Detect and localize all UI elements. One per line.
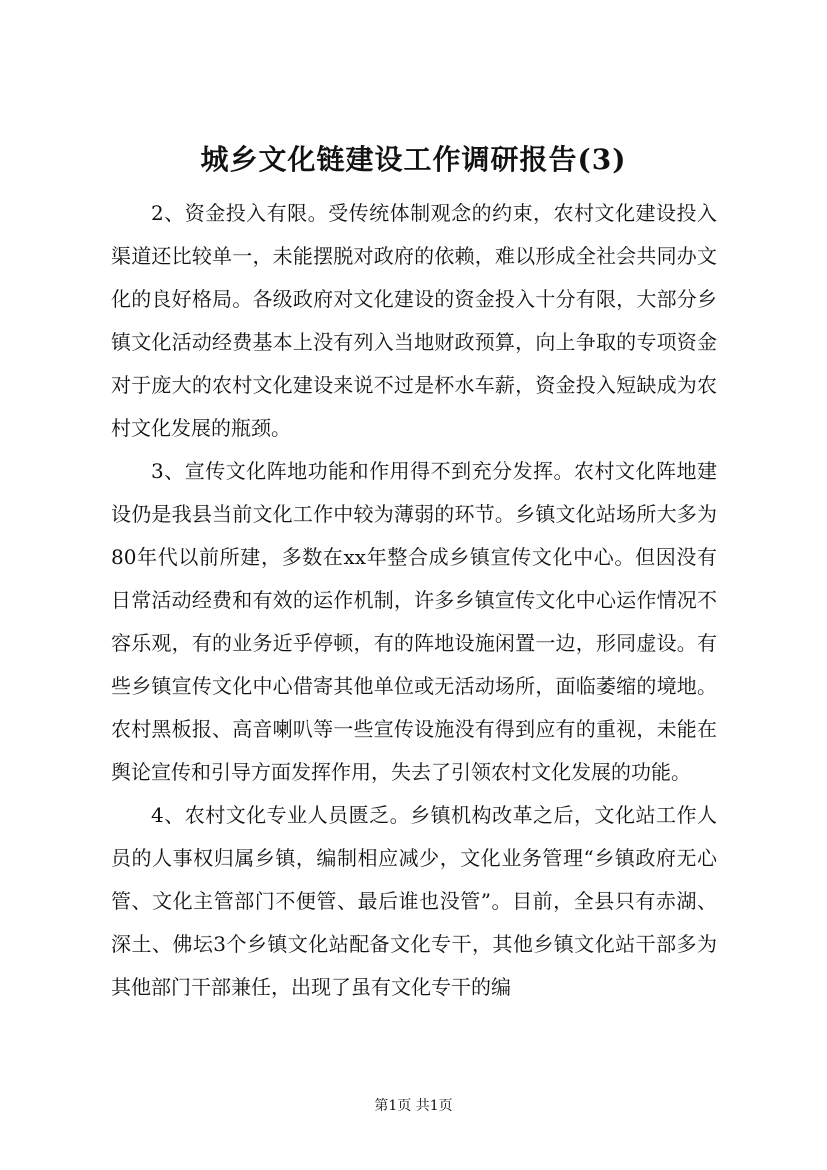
paragraph-cultural-venues: 3、宣传文化阵地功能和作用得不到充分发挥。农村文化阵地建设仍是我县当前文化工作中较为薄弱的环节。乡镇文化站场所大多为80年代以前所建，多数在xx年整合成乡镇宣传文化中心。但因没有日常活动经费和有效的运作机制，许多乡镇宣传文化中心运作情况不容乐观，有的业务近乎停顿，有的阵地设施闲置一边，形同虚设。有些乡镇宣传文化中心借寄其他单位或无活动场所，面临萎缩的境地。农村黑板报、高音喇叭等一些宣传设施没有得到应有的重视，未能在舆论宣传和引导方面发挥作用，失去了引领农村文化发展的功能。 <box>111 459 717 784</box>
paragraph-personnel: 4、农村文化专业人员匮乏。乡镇机构改革之后，文化站工作人员的人事权归属乡镇，编制相应减少，文化业务管理“乡镇政府无心管、文化主管部门不便管、最后谁也没管”。目前，全县只有赤湖、深土、佛坛3个乡镇文化站配备文化专干，其他乡镇文化站干部多为其他部门干部兼任，出现了虽有文化专干的编 <box>111 803 717 999</box>
page-footer: 第1页 共1页 <box>374 1098 453 1114</box>
paragraph-funding: 2、资金投入有限。受传统体制观念的约束，农村文化建设投入渠道还比较单一，未能摆脱对政府的依赖，难以形成全社会共同办文化的良好格局。各级政府对文化建设的资金投入十分有限，大部分乡镇文化活动经费基本上没有列入当地财政预算，向上争取的专项资金对于庞大的农村文化建设来说不过是杯水车薪，资金投入短缺成为农村文化发展的瓶颈。 <box>111 201 717 440</box>
document-title: 城乡文化链建设工作调研报告(3) <box>200 143 627 176</box>
document-body <box>111 192 717 1009</box>
